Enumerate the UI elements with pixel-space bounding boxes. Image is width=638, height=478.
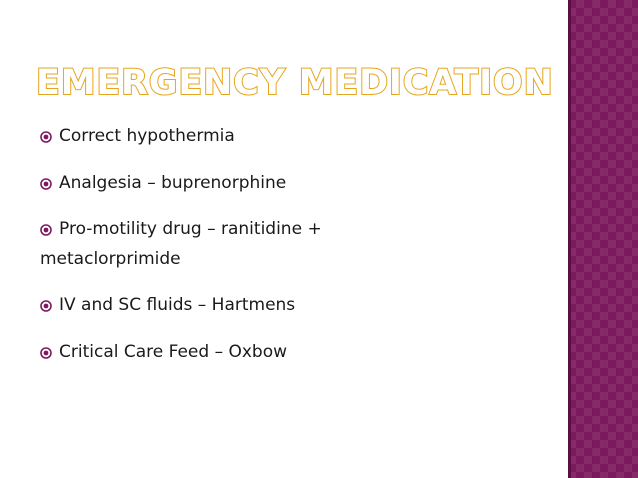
list-item: [40, 215, 540, 274]
list-item: [40, 338, 540, 368]
bullet-text: Critical Care Feed – Oxbow: [59, 341, 288, 362]
list-item: [40, 122, 540, 152]
circle-dot-icon: [40, 347, 52, 359]
circle-dot-icon: [40, 224, 52, 236]
bullet-text-line-2: metaclorprimide: [40, 248, 181, 269]
bullet-text-line-1: Pro-motility drug – ranitidine +: [59, 219, 322, 239]
circle-dot-icon: [40, 178, 52, 190]
bullet-text: Correct hypothermia: [59, 126, 235, 146]
decorative-side-band: [568, 0, 638, 478]
bullet-text: Analgesia – buprenorphine: [59, 172, 287, 193]
slide-title: EMERGENCY MEDICATION: [36, 63, 554, 103]
circle-dot-icon: [40, 131, 52, 143]
bullet-list: [40, 122, 540, 384]
bullet-text: IV and SC fluids – Hartmens: [59, 295, 296, 315]
list-item: [40, 291, 540, 321]
circle-dot-icon: [40, 300, 52, 312]
list-item: [40, 169, 540, 199]
